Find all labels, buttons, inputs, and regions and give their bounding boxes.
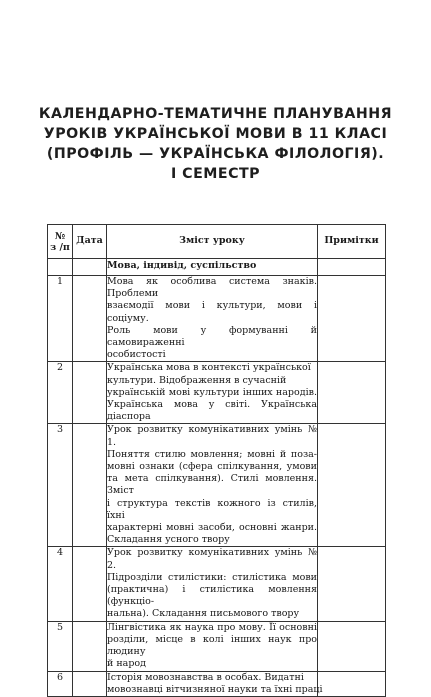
lesson-content xyxy=(107,547,318,621)
section-title: Мова, індивід, суспільство xyxy=(107,259,318,276)
notes-cell xyxy=(318,671,386,696)
title-line: І СЕМЕСТР xyxy=(170,166,261,182)
row-number: 4 xyxy=(48,547,73,621)
table-row xyxy=(48,671,386,696)
date-cell xyxy=(73,671,107,696)
section-row xyxy=(48,259,386,276)
content-line: Історія мовознавства в особах. Видатні xyxy=(107,671,304,683)
lesson-content xyxy=(107,424,318,547)
content-line: Складання усного твору xyxy=(107,534,230,546)
content-line: мовознавці вітчизняної науки та їхні праці xyxy=(107,683,323,695)
content-line: розділи, місце в колі інших наук про людину xyxy=(107,633,317,658)
row-number: 6 xyxy=(48,671,73,696)
section-cell-empty xyxy=(73,259,107,276)
lesson-content xyxy=(107,621,318,671)
title-line: УРОКІВ УКРАЇНСЬКОЇ МОВИ В 11 КЛАСІ xyxy=(43,126,388,142)
column-header-number xyxy=(48,225,73,259)
content-line: характерні мовні засоби, основні жанри. xyxy=(107,522,317,534)
content-line: Лінгвістика як наука про мову. Її основні xyxy=(107,621,317,633)
content-line: Мова як особлива система знаків. Проблеми xyxy=(107,276,317,300)
header-number-line1: № xyxy=(54,230,66,242)
notes-cell xyxy=(318,547,386,621)
notes-cell xyxy=(318,362,386,424)
lesson-content xyxy=(107,362,318,424)
content-line: Українська мова у світі. Українська діаспора xyxy=(107,399,317,423)
content-line: Урок розвитку комунікативних умінь № 2. xyxy=(107,547,317,571)
content-line: культури. Відображення в сучасній xyxy=(107,374,287,386)
table-row xyxy=(48,362,386,424)
title-line: (ПРОФІЛЬ — УКРАЇНСЬКА ФІЛОЛОГІЯ). xyxy=(46,146,385,162)
date-cell xyxy=(73,621,107,671)
content-line: і структура текстів кожного із стилів, їхні xyxy=(107,497,317,521)
column-header-date: Дата xyxy=(73,225,107,259)
document-title xyxy=(36,104,395,184)
planning-table xyxy=(47,224,386,697)
date-cell xyxy=(73,362,107,424)
content-line: й народ xyxy=(107,658,146,670)
table-row xyxy=(48,547,386,621)
row-number: 1 xyxy=(48,276,73,362)
content-line: Підрозділи стилістики: стилістика мови xyxy=(107,571,317,583)
content-line: Роль мови у формуванні й самовираженні xyxy=(107,324,317,349)
table-row xyxy=(48,276,386,362)
content-line: (практична) і стилістика мовлення (функціо- xyxy=(107,584,317,608)
content-line: українській мові культури інших народів. xyxy=(107,386,317,398)
row-number: 5 xyxy=(48,621,73,671)
date-cell xyxy=(73,276,107,362)
content-line: мовні ознаки (сфера спілкування, умови xyxy=(107,461,317,473)
section-cell-empty xyxy=(318,259,386,276)
date-cell xyxy=(73,424,107,547)
content-line: особистості xyxy=(107,349,166,361)
lesson-content xyxy=(107,671,323,696)
row-number: 2 xyxy=(48,362,73,424)
table-row xyxy=(48,424,386,547)
date-cell xyxy=(73,547,107,621)
table-header-row xyxy=(48,225,386,259)
table-row xyxy=(48,621,386,671)
content-line: нальна). Складання письмового твору xyxy=(107,608,300,620)
notes-cell xyxy=(318,276,386,362)
content-line: та мета спілкування). Стилі мовлення. Зміст xyxy=(107,473,317,497)
title-line: КАЛЕНДАРНО-ТЕМАТИЧНЕ ПЛАНУВАННЯ xyxy=(38,106,393,122)
notes-cell xyxy=(318,621,386,671)
content-line: взаємодії мови і культури, мови і соціуму. xyxy=(107,300,317,324)
column-header-content: Зміст уроку xyxy=(107,225,318,259)
content-line: Українська мова в контексті української xyxy=(107,362,311,374)
content-line: Урок розвитку комунікативних умінь № 1. xyxy=(107,424,317,448)
notes-cell xyxy=(318,424,386,547)
header-number-line2: з /п xyxy=(50,241,70,253)
row-number: 3 xyxy=(48,424,73,547)
column-header-notes: Примітки xyxy=(318,225,386,259)
section-cell-empty xyxy=(48,259,73,276)
content-line: Поняття стилю мовлення; мовні й поза- xyxy=(107,448,317,460)
lesson-content xyxy=(107,276,318,362)
